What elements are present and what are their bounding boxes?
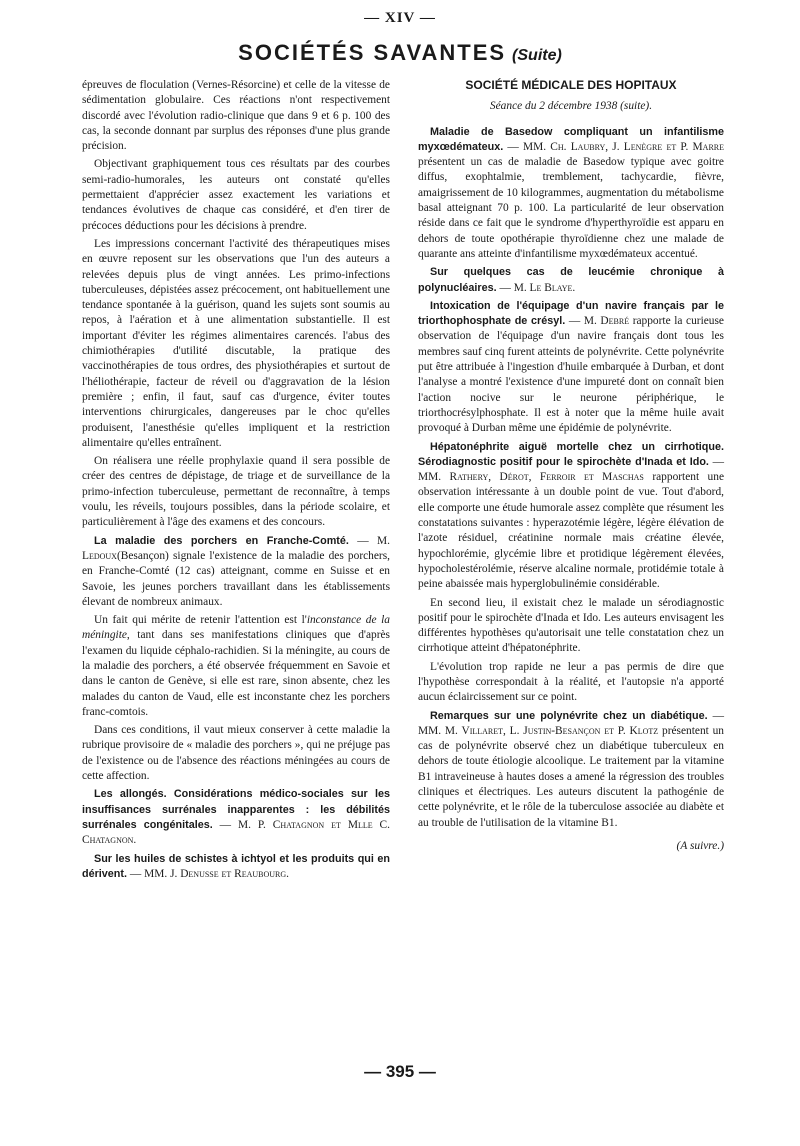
- article-author: — MM. M. Villaret, L. Justin-Besançon et P. Klotz: [418, 709, 724, 737]
- page-header: [0, 40, 800, 66]
- article-title: Remarques sur une polynévrite chez un diabétique.: [430, 709, 708, 722]
- section-title: SOCIÉTÉS SAVANTES: [238, 40, 507, 65]
- paragraph: épreuves de floculation (Vernes-Résorcine) et celle de la vitesse de sédimentation globulaire. Ces réactions n'ont respectivement discordé avec l'évolution radio-clinique que dans 9 et 6 p. 100 des cas, la seconde donnant par surplus des réponses d'une plus grande précision.: [82, 79, 390, 153]
- article-author: M. Ledoux: [82, 534, 390, 562]
- article-author: — M. P. Chatagnon et Mlle C. Chatagnon.: [82, 818, 390, 847]
- text-run: , tant dans ses manifestations cliniques que d'après l'examen du liquide céphalo-rachidien. Si la méningite, au cours de la maladie des porchers, a été observée fréquemment en Savoie et dans le canton de Genève, si elle est rare, sinon absente, chez les malades du canton de Vaud, elle est inconstante chez les porchers franc-comtois.: [82, 629, 390, 718]
- article-text: rapporte la curieuse observation de l'équipage d'un navire français dont tous les membres sauf cinq furent atteints de polynévrite. Cette polynévrite put être attribuée à l'ingestion d'huile embarquée à Durban, et dont l'analyse a montré l'existence d'une impureté dont on connaît bien l'action nocive sur le neurone périphérique, le triorthocrésylphosphate. Il est à noter que la même huile avait provoqué à Durban même une épidémie de polynévrite.: [418, 315, 724, 435]
- paragraph: Les impressions concernant l'activité des thérapeutiques mises en œuvre reposent sur les observations que l'un des auteurs a relevées depuis plus de vingt années. Les primo-infections tuberculeuses, dépistées assez précocement, ont habituellement une tendance spontanée à la guérison, quand les sujets sont soumis au repos, à l'aération et à une alimentation substantielle. Il est important d'éviter les régimes alimentaires carencés. l'abus des chimiothérapies d'utilité discutable, la pratique des vaccinothérapies de tous ordres, des physiothérapies et surtout de l'héliothérapie, facteur de réveil ou d'aggravation de la lésion première ; enfin, il faut, sauf cas d'urgence, éviter toutes interventions chirurgicales, dangereuses par le choc qu'elles produisent, l'anesthésie qu'elles impliquent et la restriction alimentaire qu'elles entraînent.: [82, 237, 390, 449]
- article-porchers: [82, 534, 390, 610]
- page-roman-number: — XIV —: [364, 10, 436, 26]
- article-author: — M. Le Blaye.: [499, 281, 576, 294]
- paragraph: En second lieu, il existait chez le malade un sérodiagnostic positif pour le spirochète d'Inada et Ido. Les auteurs envisagent les différentes hypothèses qu'autorisait une telle constatation chez un cirrhotique atteint d'hépatonéphrite.: [418, 596, 724, 655]
- right-column: [418, 78, 724, 854]
- article-text: présentent un cas de polynévrite observé chez un diabétique tuberculeux en dehors de toute étiologie alcoolique. Le traitement par la vitamine B1 intraveineuse à hautes doses a amené la régression des troubles cliniques et électriques. Les auteurs discutent la pathogénie de cette polynévrite, et le rôle de la tuberculose associée au diabète et au trouble de l'utilisation de la vitamine B1.: [418, 724, 724, 829]
- article-author: — M. Debré: [568, 315, 630, 328]
- article-huiles: [82, 852, 390, 883]
- text-run: Un fait qui mérite de retenir l'attention est l': [94, 614, 307, 627]
- society-title: SOCIÉTÉ MÉDICALE DES HOPITAUX: [465, 78, 677, 92]
- article-author: — MM. J. Denusse et Reaubourg.: [129, 867, 290, 880]
- article-title: Sur quelques cas de leucémie chronique à polynucléaires.: [418, 266, 724, 294]
- article-allonges: [82, 787, 390, 848]
- paragraph: Objectivant graphiquement tous ces résultats par des courbes semi-radio-humorales, les auteurs ont constaté qu'elles permettaient d'apprécier assez exactement les variations et tendances évolutives de chaque cas considéré, et d'en tirer de précoces déductions pour les décisions à prendre.: [82, 158, 390, 232]
- article-title: Hépatonéphrite aiguë mortelle chez un cirrhotique. Sérodiagnostic positif pour le spirochète d'Inada et Ido.: [418, 440, 724, 468]
- article-intoxication: [418, 299, 724, 437]
- session-date: Séance du 2 décembre 1938 (suite).: [489, 100, 653, 113]
- paragraph: [82, 613, 390, 720]
- article-hepatonephrite: [418, 440, 724, 593]
- paragraph: L'évolution trop rapide ne leur a pas permis de dire que l'hypothèse correspondait à la réalité, et l'autopsie n'a apporté aucun éclaircissement sur ce point.: [418, 660, 724, 704]
- left-column: [82, 78, 390, 882]
- article-title: Maladie de Basedow compliquant un infantilisme myxœdémateux.: [418, 125, 724, 153]
- article-title: Les allongés. Considérations médico-sociales sur les insuffisances surrénales inapparentes : les débilités surrénales congénitales.: [82, 788, 390, 831]
- page-number: — 395 —: [364, 1062, 436, 1081]
- article-diabetique: [418, 709, 724, 831]
- article-text: rapportent une observation intéressante à un double point de vue. Tout d'abord, elle comporte une étude humorale assez complète que résument les constatations suivantes : hyperazotémie légère, légère élévation de l'azote résiduel, créatinine normale mais créatine élevée, hypochlorémie, glycémie libre et protidique légèrement élevées, hypocholestérolémie, réserve alcaline normale, protidémie totale à peine abaissée mais hyperglobulinémie considérable.: [418, 471, 725, 591]
- article-basedow: [418, 125, 724, 263]
- article-title: La maladie des porchers en Franche-Comté.: [94, 534, 349, 547]
- dash: —: [357, 534, 369, 547]
- article-title: Sur les huiles de schistes à ichtyol et les produits qui en dérivent.: [82, 852, 390, 880]
- section-suite: (Suite): [512, 47, 562, 64]
- article-title: Intoxication de l'équipage d'un navire français par le triorthophosphate de crésyl.: [418, 299, 724, 328]
- to-be-continued: (A suivre.): [676, 839, 724, 852]
- article-author: — MM. Ch. Laubry, J. Lenègre et P. Marre: [507, 140, 724, 153]
- italic-run: inconstance de la méningite: [82, 614, 390, 642]
- article-text: (Besançon) signale l'existence de la maladie des porchers, en Franche-Comté (12 cas) atteignant, comme en Suisse et en Savoie, les jeunes porchers travaillant dans les établissements élevant de nombreux animaux.: [82, 549, 390, 608]
- paragraph: Dans ces conditions, il vaut mieux conserver à cette maladie la rubrique provisoire de « maladie des porchers », qui ne préjuge pas de l'existence ou de l'absence des réactions méningées au cours de cette affection.: [82, 724, 390, 783]
- article-author: — MM. Rathery, Dérot, Ferroir et Maschas: [418, 455, 724, 484]
- paragraph: On réalisera une réelle prophylaxie quand il sera possible de créer des centres de dépistage, de triage et de surveillance de la primo-infection tuberculeuse, permettant de reconnaître, à temps voulu, les réveils, toujours possibles, dans la période scolaire, et particulièrement à l'âge des examens et des concours.: [82, 455, 390, 529]
- article-leucemie: [418, 265, 724, 296]
- article-text: présentent un cas de maladie de Basedow typique avec goitre diffus, exophtalmie, tremblement, tachycardie, fièvre, amaigrissement de 10 kilogrammes, augmentation du métabolisme basal atteignant 70 p. 100. La particularité de leur observation réside dans ce fait que le syndrome d'hyperthyroïdie est apparu en dehors de toute opothérapie thyroïdienne chez une malade de quarante ans atteinte d'infantilisme myxœdémateux accentué.: [418, 156, 724, 260]
